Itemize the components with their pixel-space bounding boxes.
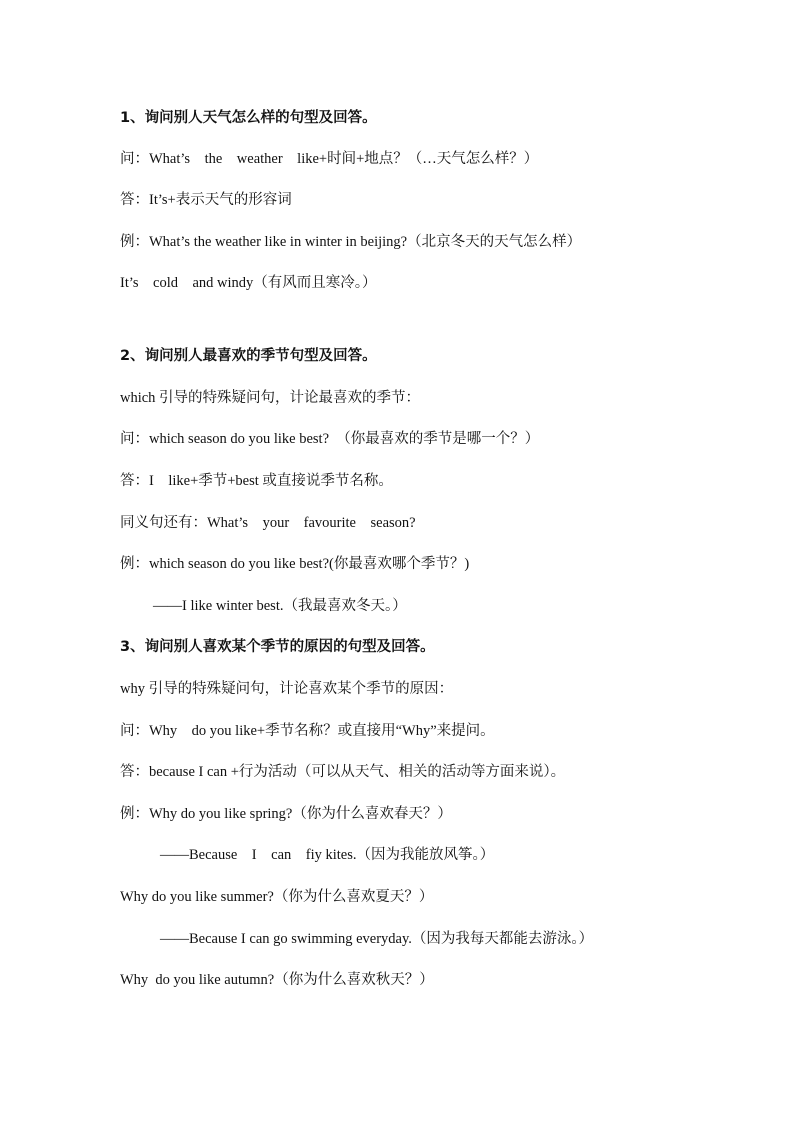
section-1-question: 问：What’s the weather like+时间+地点？（…天气怎么样？） [120, 151, 539, 167]
section-3-answer: 答：because I can +行为活动（可以从天气、相关的活动等方面来说）。 [120, 764, 566, 780]
section-1-heading: 1、询问别人天气怎么样的句型及回答。 [120, 110, 377, 126]
section-3-intro: why 引导的特殊疑问句，计论喜欢某个季节的原因： [120, 681, 454, 697]
section-2-synonym: 同义句还有：What’s your favourite season? [120, 515, 416, 531]
section-2-heading: 2、询问别人最喜欢的季节句型及回答。 [120, 348, 377, 364]
section-3-question: 问：Why do you like+季节名称？或直接用“Why”来提问。 [120, 723, 495, 739]
section-3-example-2: Why do you like summer?（你为什么喜欢夏天？） [120, 889, 434, 905]
section-2-example: 例：which season do you like best?(你最喜欢哪个季节？) [120, 556, 470, 572]
section-1-example-answer: It’s cold and windy（有风而且寒冷。） [120, 275, 377, 291]
section-3-example-3: Why do you like autumn?（你为什么喜欢秋天？） [120, 972, 434, 988]
section-1-answer: 答：It’s+表示天气的形容词 [120, 192, 292, 208]
section-2-intro: which 引导的特殊疑问句，计论最喜欢的季节： [120, 390, 421, 406]
section-3-example-1: 例：Why do you like spring?（你为什么喜欢春天？） [120, 806, 452, 822]
section-2-question: 问：which season do you like best? （你最喜欢的季节是哪一个？） [120, 431, 540, 447]
section-3-example-1-answer: ——Because I can fiy kites.（因为我能放风筝。） [160, 847, 495, 863]
section-2-answer: 答：I like+季节+best 或直接说季节名称。 [120, 473, 393, 489]
section-2-example-answer: ——I like winter best.（我最喜欢冬天。） [153, 598, 407, 614]
section-1-example: 例：What’s the weather like in winter in beijing?（北京冬天的天气怎么样） [120, 234, 582, 250]
section-3-example-2-answer: ——Because I can go swimming everyday.（因为我每天都能去游泳。） [160, 931, 594, 947]
section-3-heading: 3、询问别人喜欢某个季节的原因的句型及回答。 [120, 639, 435, 655]
